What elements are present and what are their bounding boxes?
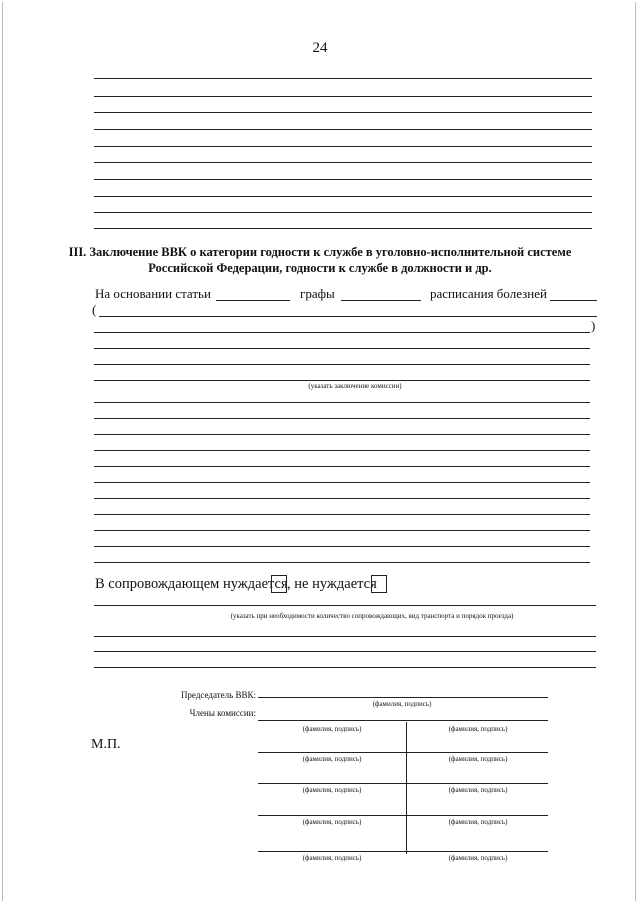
blank-line [94,402,590,403]
basis-schedule-label: расписания болезней [430,286,547,301]
escort-not-needs-checkbox[interactable] [371,575,387,593]
blank-line [94,129,592,130]
member-name-sign: (фамилия, подпись) [302,818,362,826]
member-sign-line[interactable] [258,851,548,852]
escort-needs-checkbox[interactable] [271,575,287,593]
blank-line [94,651,596,652]
blank-line [94,546,590,547]
member-sign-line[interactable] [258,815,548,816]
member-name-sign: (фамилия, подпись) [302,854,362,862]
member-name-sign: (фамилия, подпись) [448,786,508,794]
escort-needs-label: В сопровождающем нуждается [95,576,288,592]
chairman-name-sign: (фамилия, подпись) [372,700,432,708]
section-title-line1: III. Заключение ВВК о категории годности к службе в уголовно-исполнительной системе [68,245,572,259]
section-title-line2: Российской Федерации, годности к службе в должности и др. [148,261,492,275]
blank-line [94,434,590,435]
stamp-label: М.П. [91,737,121,752]
chairman-sign-line[interactable] [258,697,548,698]
member-name-sign: (фамилия, подпись) [302,786,362,794]
member-name-sign: (фамилия, подпись) [302,755,362,763]
page-border [2,2,636,901]
blank-line [94,514,590,515]
blank-line [94,112,592,113]
blank-line [99,316,597,317]
chairman-label: Председатель ВВК: [180,690,256,700]
column-blank[interactable] [341,300,421,301]
blank-line [94,348,590,349]
members-divider [406,722,407,854]
escort-hint: (указать при необходимости количество сопровождающих, вид транспорта и порядок проезда) [230,612,514,620]
blank-line [94,96,592,97]
member-name-sign: (фамилия, подпись) [448,818,508,826]
blank-line [94,212,592,213]
blank-line [94,605,596,606]
blank-line [94,530,590,531]
article-blank[interactable] [216,300,290,301]
conclusion-hint: (указать заключение комиссии) [308,382,402,390]
blank-line [94,380,590,381]
blank-line [94,364,590,365]
member-sign-line[interactable] [258,783,548,784]
blank-line [94,78,592,79]
member-name-sign: (фамилия, подпись) [448,854,508,862]
member-name-sign: (фамилия, подпись) [448,725,508,733]
blank-line [94,228,592,229]
blank-line [94,482,590,483]
basis-column-label: графы [300,286,335,301]
members-sign-line[interactable] [258,720,548,721]
close-paren: ) [591,318,596,333]
blank-line [94,332,590,333]
basis-article-label: На основании статьи [95,286,211,301]
blank-line [94,162,592,163]
members-label: Члены комиссии: [189,708,256,718]
escort-not-needs-label: , не нуждается [287,576,377,592]
member-sign-line[interactable] [258,752,548,753]
blank-line [94,179,592,180]
blank-line [94,667,596,668]
section-title [60,244,580,276]
escort-not-needs [287,576,377,593]
blank-line [94,196,592,197]
blank-line [94,466,590,467]
page-number: 24 [312,40,328,56]
schedule-blank[interactable] [550,300,597,301]
blank-line [94,450,590,451]
member-name-sign: (фамилия, подпись) [302,725,362,733]
blank-line [94,146,592,147]
blank-line [94,562,590,563]
member-name-sign: (фамилия, подпись) [448,755,508,763]
escort-row [95,576,288,593]
blank-line [94,418,590,419]
open-paren: ( [92,302,97,317]
blank-line [94,498,590,499]
blank-line [94,636,596,637]
